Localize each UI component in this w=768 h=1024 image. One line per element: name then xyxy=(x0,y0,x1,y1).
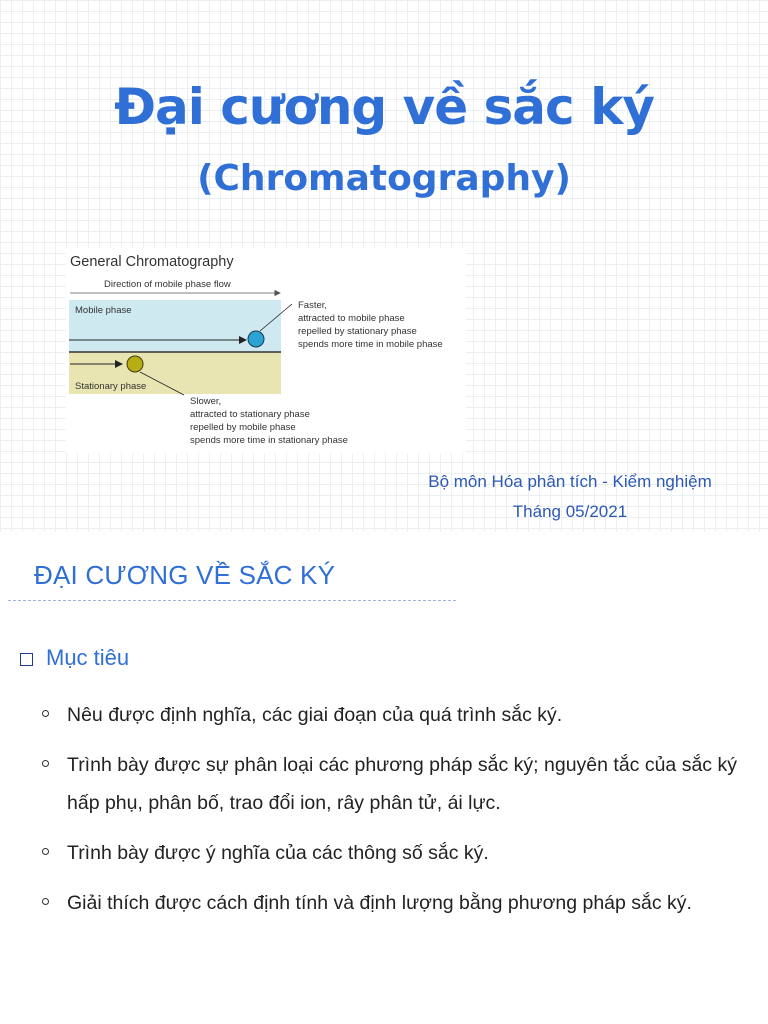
list-item xyxy=(40,834,760,872)
slide-subtitle: (Chromatography) xyxy=(197,158,571,199)
slow-line-2: attracted to stationary phase xyxy=(190,409,310,420)
fast-line-3: repelled by stationary phase xyxy=(298,326,417,337)
checkbox-icon xyxy=(20,653,33,666)
fast-line-4: spends more time in mobile phase xyxy=(298,339,443,350)
objective-label: Mục tiêu xyxy=(46,645,130,670)
list-item xyxy=(40,696,760,734)
presentation-date: Tháng 05/2021 xyxy=(512,502,628,521)
fast-line-1: Faster, xyxy=(298,300,328,311)
chromatography-diagram xyxy=(66,248,466,453)
list-item xyxy=(40,746,760,822)
slow-line-1: Slower, xyxy=(190,396,222,407)
list-item-text: Nêu được định nghĩa, các giai đoạn của quá trình sắc ký. xyxy=(67,704,563,726)
mobile-phase-label: Mobile phase xyxy=(75,305,132,316)
slide-title: Đại cương về sắc ký xyxy=(114,78,654,136)
list-item-text: Giải thích được cách định tính và định lượng bằng phương pháp sắc ký. xyxy=(67,892,692,914)
slow-line-3: repelled by mobile phase xyxy=(190,422,296,433)
section-heading: ĐẠI CƯƠNG VỀ SẮC KÝ xyxy=(34,560,336,590)
objectives-slide xyxy=(0,532,768,1024)
circle-bullet-icon xyxy=(42,710,49,717)
slow-molecule-icon xyxy=(127,356,143,372)
department-name: Bộ môn Hóa phân tích - Kiểm nghiệm xyxy=(428,472,712,491)
flow-label: Direction of mobile phase flow xyxy=(104,279,231,290)
heading-divider xyxy=(8,600,456,601)
circle-bullet-icon xyxy=(42,898,49,905)
list-item-text: Trình bày được ý nghĩa của các thông số sắc ký. xyxy=(67,842,489,864)
objective-heading xyxy=(20,645,129,671)
fast-molecule-icon xyxy=(248,331,264,347)
list-item-text: Trình bày được sự phân loại các phương pháp sắc ký; nguyên tắc của sắc ký hấp phụ, phân bố, trao đổi ion, rây phân tử, ái lực. xyxy=(67,754,737,814)
circle-bullet-icon xyxy=(42,848,49,855)
objective-list xyxy=(40,696,760,934)
slow-line-4: spends more time in stationary phase xyxy=(190,435,348,446)
fast-line-2: attracted to mobile phase xyxy=(298,313,405,324)
stationary-phase-label: Stationary phase xyxy=(75,381,147,392)
department-block xyxy=(390,467,750,527)
circle-bullet-icon xyxy=(42,760,49,767)
list-item xyxy=(40,884,760,922)
diagram-title: General Chromatography xyxy=(70,254,234,270)
